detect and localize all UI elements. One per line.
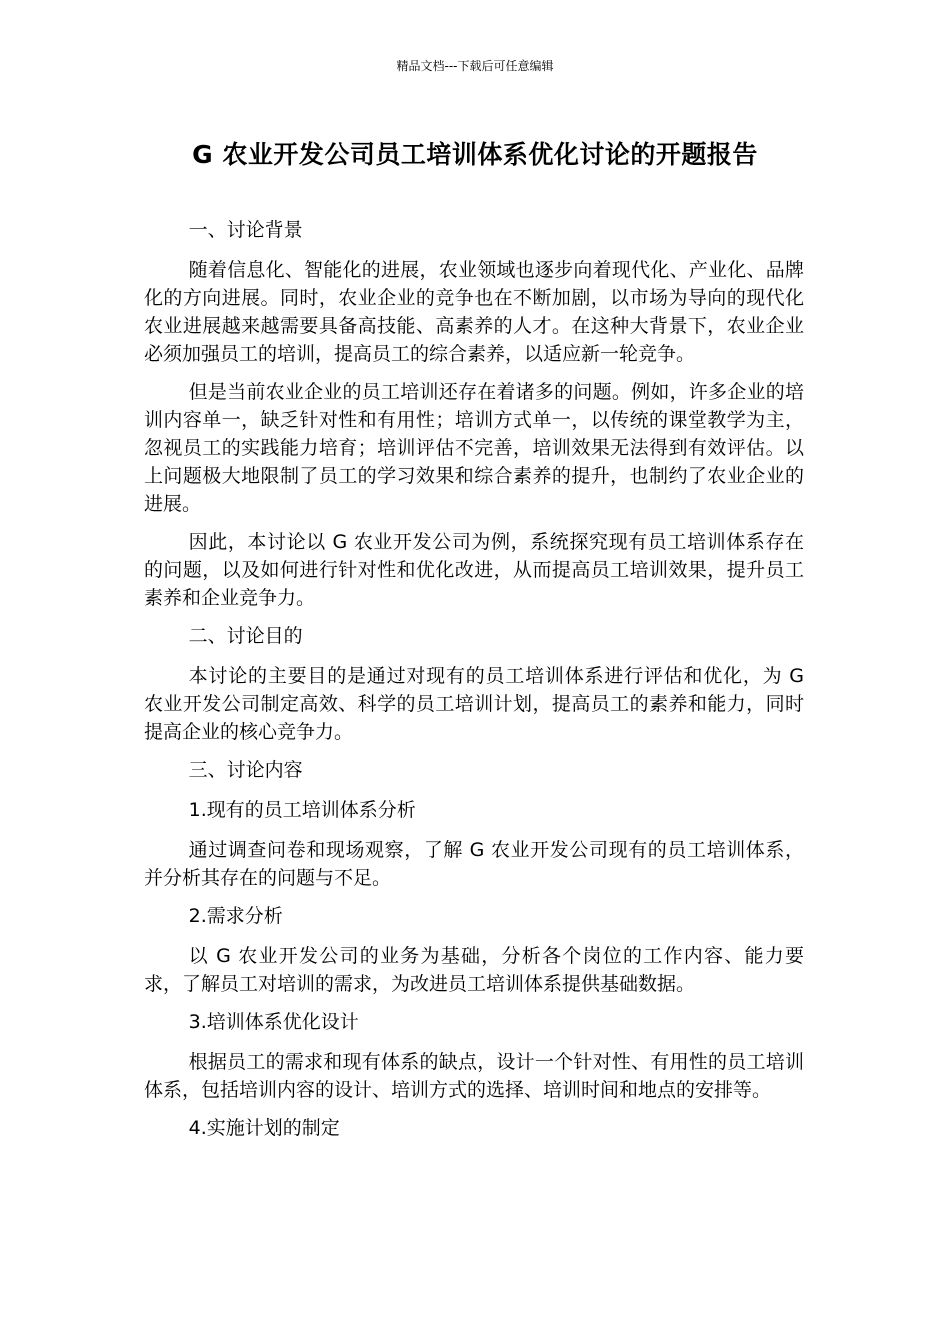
paragraph: 通过调查问卷和现场观察，了解 G 农业开发公司现有的员工培训体系，并分析其存在的问题与不足。	[144, 839, 804, 889]
paragraph: 随着信息化、智能化的进展，农业领域也逐步向着现代化、产业化、品牌化的方向进展。同时，农业企业的竞争也在不断加剧，以市场为导向的现代化农业进展越来越需要具备高技能、高素养的人才。在这种大背景下，农业企业必须加强员工的培训，提高员工的综合素养，以适应新一轮竞争。	[144, 259, 804, 365]
paragraph: 本讨论的主要目的是通过对现有的员工培训体系进行评估和优化，为 G 农业开发公司制定高效、科学的员工培训计划，提高员工的素养和能力，同时提高企业的核心竞争力。	[144, 665, 804, 743]
paragraph: 因此，本讨论以 G 农业开发公司为例，系统探究现有员工培训体系存在的问题，以及如何进行针对性和优化改进，从而提高员工培训效果，提升员工素养和企业竞争力。	[144, 531, 804, 609]
section-heading-background: 一、讨论背景	[188, 219, 303, 241]
subheading-system-analysis: 1.现有的员工培训体系分析	[188, 799, 416, 821]
document-title: G 农业开发公司员工培训体系优化讨论的开题报告	[192, 140, 758, 169]
subheading-implementation-plan: 4.实施计划的制定	[188, 1117, 340, 1139]
subheading-needs-analysis: 2.需求分析	[188, 905, 283, 927]
paragraph: 根据员工的需求和现有体系的缺点，设计一个针对性、有用性的员工培训体系，包括培训内容的设计、培训方式的选择、培训时间和地点的安排等。	[144, 1051, 804, 1101]
page-header: 精品文档---下载后可任意编辑	[396, 59, 554, 73]
section-heading-purpose: 二、讨论目的	[188, 625, 303, 647]
section-heading-content: 三、讨论内容	[188, 759, 303, 781]
paragraph: 但是当前农业企业的员工培训还存在着诸多的问题。例如，许多企业的培训内容单一，缺乏针对性和有用性；培训方式单一，以传统的课堂教学为主，忽视员工的实践能力培育；培训评估不完善，培训效果无法得到有效评估。以上问题极大地限制了员工的学习效果和综合素养的提升，也制约了农业企业的进展。	[144, 381, 804, 515]
document-body	[144, 216, 804, 1154]
paragraph: 以 G 农业开发公司的业务为基础，分析各个岗位的工作内容、能力要求，了解员工对培训的需求，为改进员工培训体系提供基础数据。	[144, 945, 804, 995]
subheading-system-design: 3.培训体系优化设计	[188, 1011, 359, 1033]
